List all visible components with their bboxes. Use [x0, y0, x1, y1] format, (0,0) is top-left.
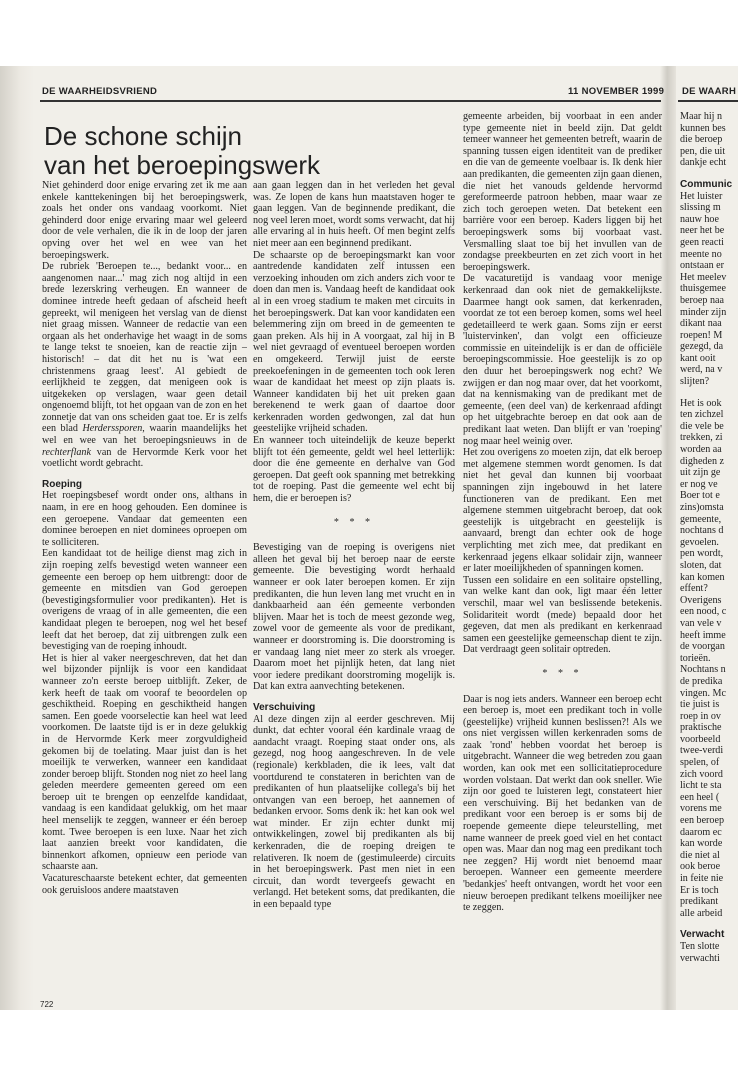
text-line-fragment: spelen, of	[680, 757, 720, 769]
publication-name: DE WAARHEIDSVRIEND	[42, 86, 158, 97]
text-line-fragment: roepen! M	[680, 329, 723, 341]
text-line-fragment: kan worde	[680, 838, 723, 850]
subheading-verschuiving: Verschuiving	[253, 701, 316, 713]
text-line-fragment: zins)omsta	[680, 502, 724, 513]
text-line-fragment: Er is toch	[680, 884, 719, 896]
text-line-fragment: pen, die uit	[680, 145, 726, 157]
text-line-fragment: een beroep	[680, 815, 724, 827]
text-line-fragment: digheden z	[680, 455, 725, 467]
text-line-fragment: Maar hij n	[680, 111, 723, 122]
text-line-fragment: die vele be	[680, 420, 724, 432]
text-line-fragment: nauw hoe	[680, 213, 719, 225]
paragraph: Bevestiging van de roeping is overigens niet alleen het geval bij het beroep naar de eerste gemeente. Die bevestiging wordt herhaald wanneer er ook later beroepen komen. Er zijn predikanten, die hun leven lang met vrucht en in dankbaarheid aan één gemeente verbonden blijven. Maar het is toch de meest gezonde weg, zowel voor de gemeente als voor de predikant, wanneer er doorstroming is. Die doorstroming is er vandaag lang niet meer zo sterk als vroeger. Daarom moet het pijnlijk heten, dat lang niet voor iedere predikant doorstroming mogelijk is. Dat kan extra aanvechting betekenen.	[253, 542, 455, 693]
text-line-fragment: kan komen	[680, 571, 725, 583]
text-line-fragment: tie juist is	[680, 699, 720, 711]
text: , waarin maandelijks het wel en wee van het beroepingsnieuws in de	[42, 423, 247, 447]
text-line-fragment: verwachti	[680, 952, 720, 964]
paragraph: Het roepingsbesef wordt onder ons, althans in naam, in ere en hoog gehouden. Een dominee is een geroepene. Vandaar dat gemeenten een dominee beroepen en niet dominees oproepen om te solliciteren.	[42, 490, 247, 548]
line-gap	[680, 388, 738, 398]
publication-date: 11 NOVEMBER 1999	[568, 86, 665, 97]
text-line-fragment: twee-verdi	[680, 745, 724, 757]
text-line-fragment: die niet al	[680, 849, 720, 861]
text-line-fragment: Communic	[680, 178, 733, 190]
subheading-roeping: Roeping	[42, 478, 82, 490]
paragraph: Een kandidaat tot de heilige dienst mag zich in zijn roeping zelfs bevestigd weten wanneer een gemeente een beroep op hem uitbrengt: door de gemeente en mitsdien van God geroepen (bevestigingsformulier voor predikanten). Het is overigens de vraag of in alle gemeenten, die een kandidaat plegen te beroepen, nog wel het besef leeft dat het beroep, dat zij uitbrengen zulk een bevestiging van de roeping inhoudt.	[42, 548, 247, 653]
paragraph: De vacaturetijd is vandaag voor menige kerkenraad dan ook niet de gemakkelijkste. Daarmee hangt ook samen, dat kerkenraden, voordat ze tot een beroep komen, soms wel heel gedetailleerd te werk gaan. Soms zijn er eerst 'luistervinken', dan volgt een officieuze commissie en uiteindelijk is er dan de officiële beroepingscommissie. Hoe geestelijk is zo op den duur het beroepingswerk nog echt? We zwijgen er dan nog maar over, dat het voorkomt, dat na kennismaking van de predikant met de gemeente, (een deel van) de kerkenraad afdingt op het uitgebrachte beroep en dat ook aan de predikant laat weten. Dan blijft er van 'roeping' nog maar heel weinig over.	[463, 273, 662, 447]
text-line-fragment: trekken, zi	[680, 432, 723, 444]
emphasis-text: rechterflank	[42, 446, 91, 458]
text-line-fragment: kant ooit	[680, 352, 716, 364]
paragraph: Het is hier al vaker neergeschreven, dat het dan wel bijzonder pijnlijk is voor een kandidaat wanneer zo'n eerste beroep uitblijft. Zeker, de kerk heeft de taak om vooraf te beoordelen op geschiktheid. Roeping en geschiktheid hangen samen. Een goede voorselectie kan heel wat leed voorkomen. De laatste tijd is er in deze gelukkig in de Hervormde Kerk meer zorgvuldigheid gekomen bij de toelating. Maar juist dan is het moeilijk te verwerken, wanneer een kandidaat zonder beroep blijft. Stonden nog niet zo heel lang geleden meerdere gemeenten gereed om een beroep uit te brengen op eenzelfde kandidaat, vandaag is een kandidaat gelukkig, om het maar heel menselijk te zeggen, wanneer er één beroep komt. Twee beroepen is een luxe. Naar het zich laat aanzien breekt voor kandidaten, die binnenkort afkomen, opnieuw een periode van schaarste aan.	[42, 652, 247, 873]
header-rule	[40, 100, 661, 102]
paragraph: Daar is nog iets anders. Wanneer een beroep echt een beroep is, moet een predikant toch in volle (geestelijke) vrijheid kunnen beslissen?! Als we ons niet vergissen willen kerkenraden soms de zaak 'rond' hebben voordat het beroep is uitgebracht. Wanneer die weg betreden zou gaan worden, kan ook met een sollicitatieprocedure worden volstaan. Dat werkt dan ook sneller. Wie zijn oor goed te luisteren legt, constateert hier een verschuiving. Bij het bedanken van de predikant voor een beroep is er soms bij de roepende gemeente diepe teleurstelling, met name wanneer de preek goed viel en het contact open was. Maar dan nog mag een predikant toch nee zeggen? Hij wordt niet benoemd maar beroepen. Wanneer een gemeente meerdere 'bedankjes' heeft ontvangen, wordt het voor een nieuw beroepen predikant telkens moeilijker nee te zeggen.	[463, 693, 662, 914]
text-line-fragment: sloten, dat	[680, 559, 722, 571]
paragraph: Vacatureschaarste betekent echter, dat gemeenten ook geruisloos andere maatstaven	[42, 873, 247, 896]
text-line-fragment: in feite nie	[680, 873, 724, 884]
text-line-fragment: praktische	[680, 722, 722, 734]
section-separator: * * *	[542, 667, 583, 679]
line-gap	[680, 919, 738, 929]
text-line-fragment: de predika	[680, 675, 723, 687]
text-line-fragment: ontstaan er	[680, 260, 725, 272]
text-line-fragment: vorens me	[680, 803, 722, 815]
text-line-fragment: Verwacht	[680, 929, 725, 941]
text-line-fragment: slijten?	[680, 376, 710, 388]
text-line-fragment: dankje echt	[680, 157, 727, 169]
article-title-line-1: De schone schijn	[44, 121, 242, 151]
text-line-fragment: uit zijn ge	[680, 467, 721, 479]
text-line-fragment: licht te sta	[680, 780, 722, 792]
paragraph: De schaarste op de beroepingsmarkt kan voor aantredende kandidaten zelf intussen een verzoeking inhouden om zich anders zich voor te doen dan men is. Vandaag heeft de kandidaat ook al in een vroeg stadium te maken met circuits in het beroepingswerk. Dat kan voor kandidaten een belemmering zijn om breed in de gemeenten te gaan preken. Als hij in A voorgaat, zal hij in B wel niet gevraagd of eventueel beroepen worden en omgekeerd. Terwijl juist de eerste preekoefeningen in de gemeenten toch ook leren waar de kandidaat het meest op zijn plaats is. Wanneer kandidaten bij het uit preken gaan berekenend te werk gaan of daartoe door kerkenraden worden gedwongen, zal dat hun geestelijke vrijheid schaden.	[253, 249, 455, 435]
paragraph: En wanneer toch uiteindelijk de keuze beperkt blijft tot één gemeente, geldt wel heel letterlijk: door die éne gemeente en derhalve van God geroepen. Dat geeft ook spanning met betrekking tot de roeping. Past die gemeente wel echt bij hem, die er beroepen is?	[253, 435, 455, 505]
text-line-fragment: heeft imme	[680, 629, 726, 641]
article-column-3	[463, 111, 662, 1009]
article-title-line-2: van het beroepingswerk	[44, 150, 321, 180]
text-line-fragment: ook beroe	[680, 861, 721, 873]
text-line-fragment: er nog ve	[680, 478, 718, 490]
article-title	[44, 122, 444, 180]
text-line-fragment: Overigens	[680, 594, 722, 606]
text-line-fragment: ten zichzel	[680, 409, 724, 421]
text-line-fragment: voorbeeld	[680, 733, 721, 745]
text-line-fragment: alle arbeid	[680, 907, 723, 919]
next-page-publication-name: DE WAARH	[682, 86, 737, 97]
text-line-fragment: predikant	[680, 896, 719, 908]
text-line-fragment: slissing m	[680, 202, 721, 214]
text-line-fragment: geen reacti	[680, 236, 724, 248]
text-line-fragment: torieën.	[680, 652, 711, 664]
text-line-fragment: van vele v	[680, 617, 722, 629]
text: De rubriek 'Beroepen te..., bedankt voor... en aangenomen naar...' mag zich nog altijd in een brede lezerskring verheugen. En wanneer de dominee intrede heeft gedaan of afscheid heeft gepreekt, wil menigeen het verslag van de dienst niet graag missen. Wanneer de redactie van een orgaan als het onderhavige het waagt in de soms te lange tekst te snoeien, kan de reactie zijn – historisch! – dat dit het nu is 'wat een christenmens graag leest'. Al gebiedt de eerlijkheid te zeggen, dat menigeen ook is uitgekeken op verslagen, waar geen detail ongenoemd blijft, tot het opgaan van de zon en het zonnetje dat van ons scheiden gaat toe. Er is zelfs een blad	[42, 261, 247, 435]
text-line-fragment: nochtans d	[680, 525, 724, 537]
text-line-fragment: Boer tot e	[680, 490, 720, 502]
article-column-2	[253, 180, 455, 1010]
text-line-fragment: de voorgan	[680, 641, 725, 653]
text-line-fragment: Het meelev	[680, 271, 727, 283]
text-line-fragment: die beroep	[680, 134, 723, 146]
text-line-fragment: gemeente,	[680, 513, 722, 525]
text-line-fragment: thuisgemee	[680, 283, 726, 295]
text-line-fragment: effent?	[680, 583, 708, 595]
paragraph: Tussen een solidaire en een solitaire opstelling, van welke kant dan ook, ligt maar één letter verschil, maar wel van beslissende betekenis. Solidariteit wordt (mede) bepaald door het gegeven, dat men als predikant en kerkenraad samen een geestelijke gemeenschap dient te zijn. Dat verdraagt geen solitair optreden.	[463, 574, 662, 656]
paragraph: gemeente arbeiden, bij voorbaat in een ander type gemeente niet in beeld zijn. Dat geldt temeer wanneer het gemeenten betreft, waarin de spanning tussen eigen identiteit van de prediker en die van de gemeente voelbaar is. Ik denk hier aan predikanten, die gemeenten zijn gaan dienen, die niet het vanouds geldende hervormd gereformeerde patroon hebben, maar waar ze zich toch geroepen weten. Dat betekent een barrière voor een beroep. Kaders liggen bij het beroepingswerk soms bij voorbaat vast. Versmalling slaat toe bij het invullen van de zondagse preekbeurten en zet zich voort in het beroepingswerk.	[463, 111, 662, 273]
page-gutter-fold	[660, 66, 676, 1010]
paragraph: Al deze dingen zijn al eerder geschreven. Mij dunkt, dat echter vooral één kardinale vraag de aandacht vraagt. Roeping staat onder ons, als gezegd, nog hoog aangeschreven. In de vele (regionale) kerkbladen, die ik lees, valt dat voortdurend te constateren in berichten van de predikanten of hun plaatselijke collega's bij het ontvangen van een beroep, het aannemen of bedanken ervoor. Soms denk ik: het kan ook wel wat minder. Er zijn echter dunkt mij ontwikkelingen, zowel bij predikanten als bij kerkenraden, die de roeping dreigen te relativeren. Ik noem de (gestimuleerde) circuits in het beroepingswerk. Past men niet in een circuit, dan wordt tevergeefs gewacht en verlangd. Het betekent soms, dat predikanten, die in een bepaald type	[253, 713, 455, 911]
text-line-fragment: worden aa	[680, 444, 722, 456]
text-line-fragment: Nochtans n	[680, 664, 726, 676]
text-line-fragment: gevoelen.	[680, 536, 719, 548]
text-line-fragment: daarom ec	[680, 826, 722, 838]
text-line-fragment: een heel (	[680, 791, 720, 803]
text-line-fragment: dikant naa	[680, 318, 722, 330]
text-line-fragment: werd, na v	[680, 364, 723, 376]
line-gap	[680, 169, 738, 179]
next-page-header-rule	[678, 100, 738, 102]
page-number: 722	[40, 1000, 54, 1009]
section-separator: * * *	[333, 516, 375, 528]
text-line-fragment: beroep naa	[680, 294, 724, 306]
paragraph	[42, 261, 247, 470]
text-line-fragment: Ten slotte	[680, 940, 720, 952]
text: van de Hervormde Kerk voor het voetlicht wordt gebracht.	[42, 446, 247, 470]
next-page-column-fragment	[680, 111, 738, 1009]
text-line-fragment: zich voord	[680, 768, 723, 780]
text-line-fragment: kunnen bes	[680, 122, 726, 134]
text-line-fragment: gezegd, da	[680, 341, 724, 353]
text-line-fragment: vingen. Mc	[680, 687, 726, 699]
text-line-fragment: een nood, c	[680, 606, 727, 618]
paragraph: Niet gehinderd door enige ervaring zet ik me aan enkele kanttekeningen bij het beroepingswerk, zoals het onder ons vandaag voorkomt. Niet gehinderd door enige ervaring maar wel geleerd door de vele verhalen, die ik in de loop der jaren opving over het wel en wee van het beroepingswerk.	[42, 180, 247, 261]
paragraph: Het zou overigens zo moeten zijn, dat elk beroep met algemene stemmen wordt genomen. Is dat niet het geval dan kunnen bij voorbaat spanningen zijn ingebouwd in het latere functioneren van de predikant. Een met algemene stemmen uitgebracht beroep, dat ook geestelijk is uitgebracht en geestelijk is aanvaard, brengt dan echter ook de hoge verplichting met zich mee, dat predikant en kerkenraad jegens elkaar solidair zijn, wanneer er later moeilijkheden of spanningen komen.	[463, 447, 662, 575]
page-spine-shadow	[0, 66, 34, 1010]
text-line-fragment: neer het be	[680, 225, 725, 237]
text-line-fragment: Het is ook	[680, 397, 722, 409]
text-line-fragment: minder zijn	[680, 306, 727, 318]
text-line-fragment: pen wordt,	[680, 548, 724, 560]
article-column-1	[42, 180, 247, 1006]
text-line-fragment: meente no	[680, 248, 722, 260]
text-line-fragment: roep in ov	[680, 710, 721, 722]
publication-reference: Herderssporen	[82, 423, 143, 435]
paragraph: aan gaan leggen dan in het verleden het geval was. Ze lopen de kans hun maatstaven hoger te gaan leggen. Van de beginnende predikant, die nog veel leren moet, wordt soms verwacht, dat hij alle ervaring al in huis heeft. Of men begint zelfs niet meer aan een beginnend predikant.	[253, 180, 455, 249]
text-line-fragment: Het luister	[680, 190, 723, 202]
